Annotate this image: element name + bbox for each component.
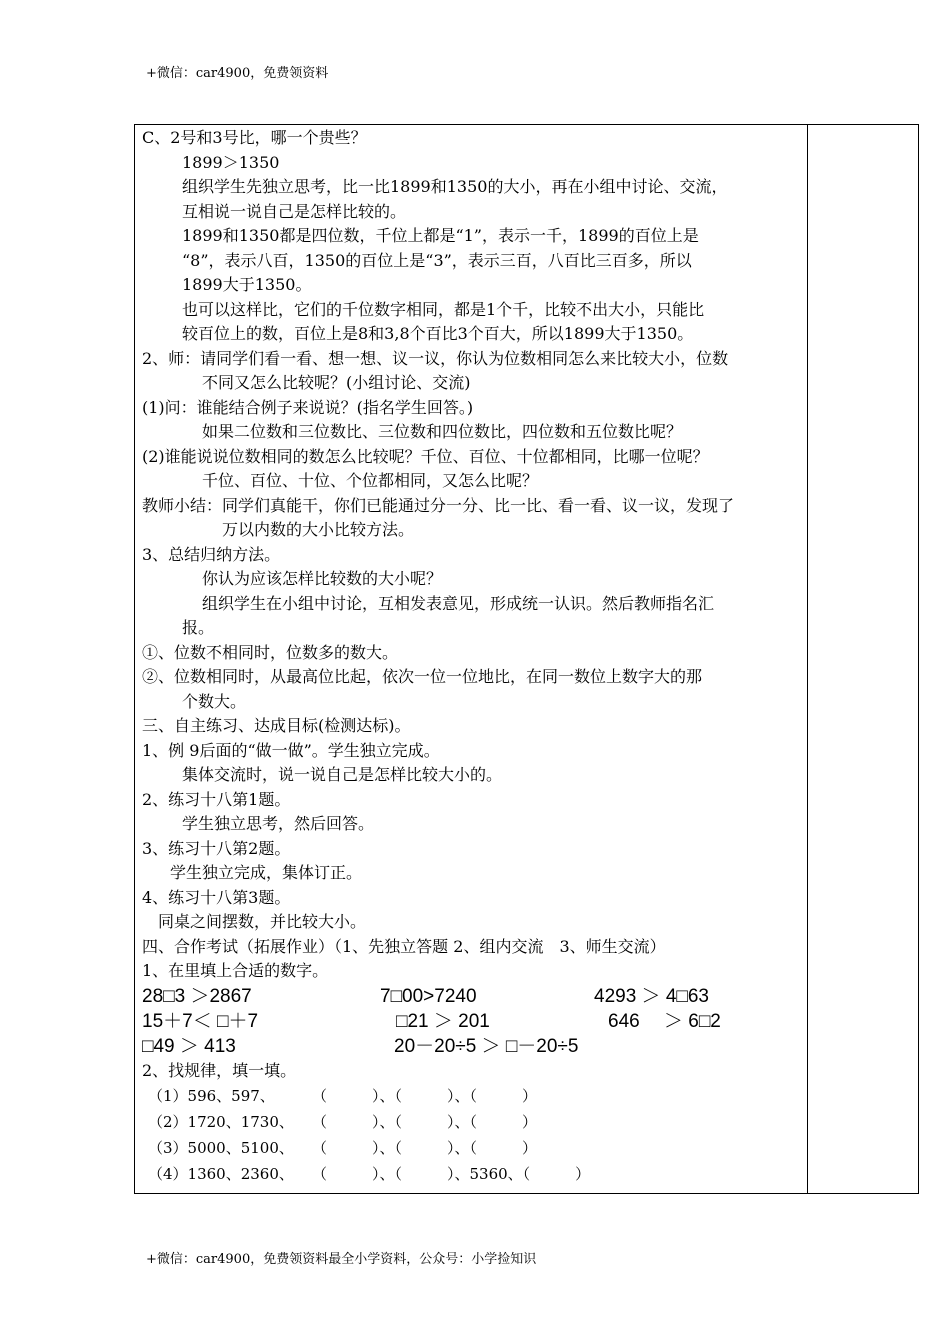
sequence-start: （1）596、597、 bbox=[148, 1087, 275, 1105]
rule-2: ②、位数相同时，从最高位比起，依次一位一位地比，在同一数位上数字大的那 bbox=[142, 667, 703, 686]
fill-blank-item: 28□3 ＞2867 bbox=[142, 985, 252, 1007]
paragraph-line: 如果二位数和三位数比、三位数和四位数比，四位数和五位数比呢？ bbox=[202, 422, 683, 441]
exercise-4: 4、练习十八第3题。 bbox=[142, 887, 291, 907]
paragraph-line: 学生独立思考，然后回答。 bbox=[182, 814, 375, 833]
paragraph-line: 较百位上的数，百位上是8和3,8个百比3个百大，所以1899大于1350。 bbox=[182, 324, 694, 343]
paragraph-line: “8”，表示八百，1350的百位上是“3”，表示三百，八百比三百多，所以 bbox=[182, 250, 692, 270]
pattern-title: 2、找规律，填一填。 bbox=[142, 1060, 297, 1080]
section-2-heading: 2、师：请同学们看一看、想一想、议一议，你认为位数相同怎么来比较大小，位数 bbox=[142, 348, 729, 368]
paragraph-line: 千位、百位、十位、个位都相同，又怎么比呢？ bbox=[202, 471, 539, 490]
exercise-1: 1、例 9后面的“做一做”。学生独立完成。 bbox=[142, 740, 440, 760]
paragraph-line: 学生独立完成，集体订正。 bbox=[170, 863, 363, 882]
fill-blank-item: 7□00>7240 bbox=[380, 985, 477, 1007]
fill-blank-title: 1、在里填上合适的数字。 bbox=[142, 961, 329, 980]
comparison: 1899＞1350 bbox=[182, 152, 280, 172]
exercise-3: 3、练习十八第2题。 bbox=[142, 838, 291, 858]
paragraph-line: 同桌之间摆数，并比较大小。 bbox=[158, 912, 367, 931]
sequence-blanks: （ ）、（ ）、（ ） bbox=[312, 1087, 538, 1105]
paragraph-line: 组织学生先独立思考，比一比1899和1350的大小，再在小组中讨论、交流， bbox=[182, 177, 728, 196]
lesson-content bbox=[142, 126, 802, 1187]
part-4-heading: 四、合作考试（拓展作业）（1、先独立答题 2、组内交流 3、师生交流） bbox=[142, 936, 666, 956]
header-note: +微信：car4900，免费领资料 bbox=[146, 66, 329, 81]
exercise-2: 2、练习十八第1题。 bbox=[142, 789, 291, 809]
sequence-blanks: （ ）、（ ）、5360、（ ） bbox=[312, 1165, 591, 1183]
paragraph-line: 个数大。 bbox=[182, 691, 247, 711]
question-2: (2)谁能说说位数相同的数怎么比较呢？千位、百位、十位都相同，比哪一位呢？ bbox=[142, 446, 709, 466]
paragraph-line: 也可以这样比，它们的千位数字相同，都是1个千，比较不出大小，只能比 bbox=[182, 299, 705, 319]
fill-blank-item: 20－20÷5 ＞ □－20÷5 bbox=[394, 1035, 579, 1057]
sequence-row bbox=[142, 1109, 802, 1135]
sequence-row bbox=[142, 1135, 802, 1161]
sequence-row bbox=[142, 1083, 802, 1109]
fill-blank-item: 646 ＞ 6□2 bbox=[608, 1010, 721, 1032]
fill-blank-item: 4293 ＞ 4□63 bbox=[594, 985, 710, 1007]
paragraph-line: 你认为应该怎样比较数的大小呢？ bbox=[202, 569, 443, 588]
sequence-start: （4）1360、2360、 bbox=[148, 1165, 294, 1183]
section-3-heading: 3、总结归纳方法。 bbox=[142, 544, 281, 564]
paragraph-line: 报。 bbox=[182, 618, 215, 637]
fill-blank-item: □21 ＞ 201 bbox=[396, 1010, 490, 1032]
sequence-blanks: （ ）、（ ）、（ ） bbox=[312, 1139, 538, 1157]
teacher-summary: 教师小结：同学们真能干，你们已能通过分一分、比一比、看一看、议一议，发现了 bbox=[142, 495, 735, 515]
sequence-start: （2）1720、1730、 bbox=[148, 1113, 294, 1131]
fill-blank-row bbox=[142, 1034, 802, 1059]
footer-note: +微信：car4900，免费领资料最全小学资料，公众号：小学捡知识 bbox=[146, 1252, 537, 1267]
paragraph-line: 1899和1350都是四位数，千位上都是“1”，表示一千，1899的百位上是 bbox=[182, 226, 699, 245]
question-c: C、2号和3号比，哪一个贵些？ bbox=[142, 128, 367, 147]
paragraph-line: 集体交流时，说一说自己是怎样比较大小的。 bbox=[182, 765, 503, 784]
fill-blank-row bbox=[142, 984, 802, 1009]
fill-blank-item: □49 ＞ 413 bbox=[142, 1035, 236, 1057]
part-3-heading: 三、自主练习、达成目标(检测达标)。 bbox=[142, 716, 411, 735]
sequence-start: （3）5000、5100、 bbox=[148, 1139, 294, 1157]
fill-blank-row bbox=[142, 1009, 802, 1034]
paragraph-line: 不同又怎么比较呢？(小组讨论、交流) bbox=[202, 373, 471, 392]
question-1: (1)问：谁能结合例子来说说？(指名学生回答。) bbox=[142, 397, 474, 417]
sequence-row bbox=[142, 1161, 802, 1187]
rule-1: ①、位数不相同时，位数多的数大。 bbox=[142, 642, 399, 662]
sequence-blanks: （ ）、（ ）、（ ） bbox=[312, 1113, 538, 1131]
paragraph-line: 万以内数的大小比较方法。 bbox=[222, 520, 415, 539]
column-divider bbox=[807, 124, 808, 1194]
paragraph-line: 组织学生在小组中讨论，互相发表意见，形成统一认识。然后教师指名汇 bbox=[202, 593, 715, 613]
paragraph-line: 1899大于1350。 bbox=[182, 275, 312, 294]
paragraph-line: 互相说一说自己是怎样比较的。 bbox=[182, 201, 407, 221]
fill-blank-item: 15＋7＜ □＋7 bbox=[142, 1010, 259, 1032]
